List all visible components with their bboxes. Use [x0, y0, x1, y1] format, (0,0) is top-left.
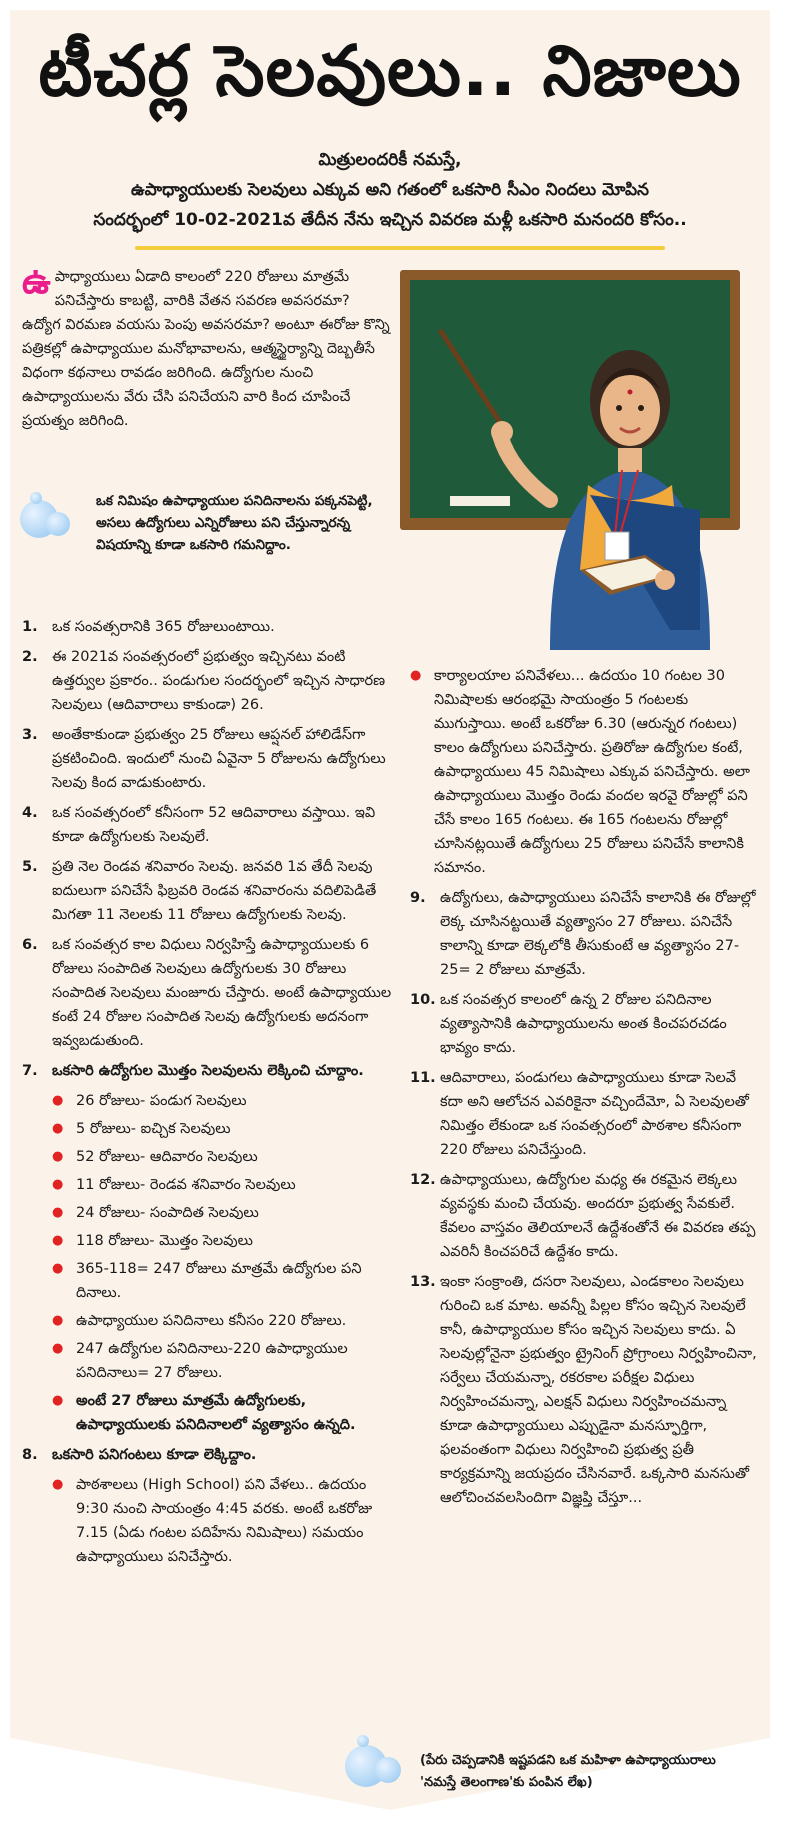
sub-item — [52, 1473, 397, 1569]
left-list — [22, 615, 397, 1575]
item-text: ఉపాధ్యాయులు, ఉద్యోగుల మధ్య ఈ రకమైన లెక్కలు వ్యవస్థకు మంచి చేయవు. అందరూ ప్రభుత్వ సేవకులే. కేవలం వాస్తవం తెలియాలనే ఉద్దేశంతోనే ఈ వివరణ తప్ప ఎవరినీ కించపరిచే ఉద్దేశం కాదు. — [440, 1172, 756, 1260]
list-item — [22, 723, 397, 795]
item-number: 8. — [22, 1447, 38, 1463]
item-text: ఒకసారి పనిగంటలు కూడా లెక్కిద్దాం. — [52, 1447, 257, 1463]
greeting-line-1: మిత్రులందరికీ నమస్తే, — [318, 150, 462, 170]
item-text: ఒక సంవత్సర కాలంలో ఉన్న 2 రోజుల పనిదినాల వ్యత్యాసానికి ఉపాధ్యాయులను అంత కించపరచడం భావ్యం కాదు. — [440, 992, 727, 1056]
greeting-line-3: సందర్భంలో 10-02-2021వ తేదీన నేను ఇచ్చిన వివరణ మళ్లీ ఒకసారి మనందరి కోసం.. — [93, 210, 687, 230]
item-number: 1. — [22, 619, 38, 635]
item-number: 9. — [410, 890, 426, 906]
bullet-icon: ● — [52, 1393, 64, 1408]
bullet-icon: ● — [52, 1341, 64, 1356]
greeting-line-2: ఉపాధ్యాయులకు సెలవులు ఎక్కువ అని గతంలో ఒకసారి సీఎం నిందలు మోపిన — [131, 180, 649, 200]
sub-item-text: 52 రోజులు- ఆదివారం సెలవులు — [76, 1149, 258, 1165]
list-item — [410, 1066, 760, 1162]
list-item — [22, 1443, 397, 1467]
item-text: ఉద్యోగులు, ఉపాధ్యాయులు పనిచేసే కాలానికి ఈ రోజుల్లో లెక్క చూసినట్టయితే వ్యత్యాసం 27 రోజులు. పనిచేసే కాలాన్ని కూడా లెక్కలోకి తీసుకుంటే ఆ వ్యత్యాసం 27-25= 2 రోజులు మాత్రమే. — [440, 890, 756, 978]
item-number: 12. — [410, 1172, 436, 1188]
item-number: 5. — [22, 859, 38, 875]
sub-item — [52, 1173, 397, 1197]
item-text: ఇంకా సంక్రాంతి, దసరా సెలవులు, ఎండకాలం సెలవులు గురించి ఒక మాట. అవన్నీ పిల్లల కోసం ఇచ్చిన సెలవులే కానీ, ఉపాధ్యాయుల కోసం ఇచ్చిన సెలవులు కాదు. ఏ సెలవుల్లోనైనా ప్రభుత్వం ట్రైనింగ్ ప్రోగ్రాంలు నిర్వహించినా, సర్వేలు చేయమన్నా, రకరకాల పరీక్షల విధులు నిర్వహించమన్నా, ఎలక్షన్ విధులు నిర్వహించమన్నా కూడా ఉపాధ్యాయులు ఎప్పుడైనా మనస్ఫూర్తిగా, ఫలవంతంగా విధులు నిర్వహించి ప్రభుత్వ ప్రతీ కార్యక్రమాన్ని జయప్రదం చేసినవారే. ఒక్కసారి మనసుతో ఆలోచించవలసిందిగా విజ్ఞప్తి చేస్తూ... — [440, 1274, 757, 1506]
sub-item-text: అంటే 27 రోజులు మాత్రమే ఉద్యోగులకు, ఉపాధ్యాయులకు పనిదినాలలో వ్యత్యాసం ఉన్నది. — [76, 1393, 356, 1433]
sub-item — [52, 1089, 397, 1113]
item-number: 13. — [410, 1274, 436, 1290]
sub-item-text: 247 ఉద్యోగుల పనిదినాలు-220 ఉపాధ్యాయుల పనిదినాలు= 27 రోజులు. — [76, 1341, 348, 1381]
sub-item — [52, 1229, 397, 1253]
sub-item-text: 118 రోజులు- మొత్తం సెలవులు — [76, 1233, 253, 1249]
item-number: 4. — [22, 805, 38, 821]
item-text: ఒకసారి ఉద్యోగుల మొత్తం సెలవులను లెక్కించి చూద్దాం. — [52, 1063, 364, 1079]
list-item — [22, 933, 397, 1053]
bullet-icon: ● — [52, 1177, 64, 1192]
bullet-icon: ● — [52, 1093, 64, 1108]
list-item — [410, 886, 760, 982]
list-item — [410, 1168, 760, 1264]
yellow-divider — [135, 246, 665, 250]
item-text: ఆదివారాలు, పండుగలు ఉపాధ్యాయులు కూడా సెలవే కదా అని ఆలోచన ఎవరికైనా వచ్చిందేమో, ఏ సెలవులతో నిమిత్తం లేకుండా ఒక సంవత్సరంలో పాఠశాల కనీసంగా 220 రోజులు పనిచేస్తుంది. — [440, 1070, 749, 1158]
intro-paragraph — [22, 261, 392, 433]
sub-item — [52, 1309, 397, 1333]
item-number: 11. — [410, 1070, 436, 1086]
page-title: టీచర్ల సెలవులు.. నిజాలు — [38, 30, 742, 112]
bullet-icon: ● — [410, 668, 422, 683]
sub-item — [52, 1389, 397, 1437]
sub-item — [52, 1145, 397, 1169]
sub-item-text: 11 రోజులు- రెండవ శనివారం సెలవులు — [76, 1177, 296, 1193]
item-text: ఒక సంవత్సరంలో కనీసంగా 52 ఆదివారాలు వస్తాయి. ఇవి కూడా ఉద్యోగులకు సెలవులే. — [52, 805, 376, 845]
item-text: ఈ 2021వ సంవత్సరంలో ప్రభుత్వం ఇచ్చినటు వంటి ఉత్తర్వుల ప్రకారం.. పండుగుల సందర్భంలో ఇచ్చిన సాధారణ సెలవులు (ఆదివారాలు కాకుండా) 26. — [52, 649, 386, 713]
sub-item-text: 26 రోజులు- పండుగ సెలవులు — [76, 1093, 247, 1109]
list-item — [410, 988, 760, 1060]
signature-note: (పేరు చెప్పడానికి ఇష్టపడని ఒక మహిళా ఉపాధ్యాయురాలు 'నమస్తే తెలంగాణ'కు పంపిన లేఖ) — [420, 1753, 716, 1790]
intro-text: పాధ్యాయులు ఏడాది కాలంలో 220 రోజులు మాత్రమే పనిచేస్తారు కాబట్టి, వారికి వేతన సవరణ అవసరమా? ఉద్యోగ విరమణ వయసు పెంపు అవసరమా? అంటూ ఈరోజు కొన్ని పత్రికల్లో ఉపాధ్యాయుల మనోభావాలను, ఆత్మస్థైర్యాన్ని దెబ్బతీసే విధంగా కథనాలు రావడం జరిగింది. ఉద్యోగుల నుంచి ఉపాధ్యాయులను వేరు చేసి పనిచేయని వారి కింద చూపించే ప్రయత్నం జరిగింది. — [22, 269, 390, 429]
item-text: ప్రతి నెల రెండవ శనివారం సెలవు. జనవరి 1వ తేదీ సెలవు ఐదులుగా పనిచేసే ఫిబ్రవరి రెండవ శనివారంను వదిలిపెడితే మిగతా 11 నెలలకు 11 రోజులు ఉద్యోగులకు సెలవు. — [52, 859, 377, 923]
item7-sublist — [52, 1089, 397, 1437]
sub-item — [52, 1337, 397, 1385]
sub-item-text: 365-118= 247 రోజులు మాత్రమే ఉద్యోగుల పని దినాలు. — [76, 1261, 362, 1301]
right-list — [410, 660, 760, 1516]
bullet-icon: ● — [52, 1205, 64, 1220]
list-item — [22, 645, 397, 717]
bullet-icon: ● — [52, 1233, 64, 1248]
sub-item-text: పాఠశాలలు (High School) పని వేళలు.. ఉదయం 9:30 నుంచి సాయంత్రం 4:45 వరకు. అంటే ఒకరోజు 7.15 (ఏడు గంటల పదిహేను నిమిషాలు) సమయం ఉపాధ్యాయులు పనిచేస్తారు. — [76, 1477, 373, 1565]
sub-item-text: ఉపాధ్యాయుల పనిదినాలు కనీసం 220 రోజులు. — [76, 1313, 347, 1329]
sub-item-text: 24 రోజులు- సంపాదిత సెలవులు — [76, 1205, 259, 1221]
list-item — [22, 615, 397, 639]
intro-dropcap: ఉ — [22, 261, 51, 302]
sub-item-text: 5 రోజులు- ఐచ్చిక సెలవులు — [76, 1121, 231, 1137]
item-text: ఒక సంవత్సరానికి 365 రోజులుంటాయి. — [52, 619, 275, 635]
item-number: 10. — [410, 992, 436, 1008]
list-item — [410, 1270, 760, 1510]
item-number: 3. — [22, 727, 38, 743]
callout-text: ఒక నిమిషం ఉపాధ్యాయుల పనిదినాలను పక్కనపెట్టి, అసలు ఉద్యోగులు ఎన్నిరోజులు పని చేస్తున్నారన్న విషయాన్ని కూడా ఒకసారి గమనిద్దాం. — [96, 493, 373, 553]
bullet-icon: ● — [52, 1477, 64, 1492]
item-number: 6. — [22, 937, 38, 953]
bullet-icon: ● — [52, 1261, 64, 1276]
item8-continued — [410, 664, 760, 880]
bullet-icon: ● — [52, 1121, 64, 1136]
item-text: అంతేకాకుండా ప్రభుత్వం 25 రోజులు ఆప్షనల్ హాలిడేస్‌గా ప్రకటించింది. ఇందులో నుంచి ఏవైనా 5 రోజులను ఉద్యోగులు సెలవు కింద వాడుకుంటారు. — [52, 727, 386, 791]
bullet-icon: ● — [52, 1149, 64, 1164]
item-number: 2. — [22, 649, 38, 665]
item-text: ఒక సంవత్సర కాల విధులు నిర్వహిస్తే ఉపాధ్యాయులకు 6 రోజులు సంపాదిత సెలవులు ఉద్యోగులకు 30 రోజులు సంపాదిత సెలవులు మంజూరు చేస్తారు. అంటే ఉపాధ్యాయుల కంటే 24 రోజుల సంపాదిత సెలవు ఉద్యోగులకు అదనంగా ఇవ్వబడుతుంది. — [52, 937, 392, 1049]
sub-item-text: కార్యాలయాల పనివేళలు... ఉదయం 10 గంటల 30 నిమిషాలకు ఆరంభమై సాయంత్రం 5 గంటలకు ముగుస్తాయి. అంటే ఒకరోజు 6.30 (ఆరున్నర గంటలు) కాలం ఉద్యోగులు పనిచేస్తారు. ప్రతిరోజు ఉద్యోగుల కంటే, ఉపాధ్యాయులు 45 నిమిషాలు ఎక్కువ పనిచేస్తారు. అలా ఉపాధ్యాయులు మొత్తం రెండు వందల ఇరవై రోజుల్లో పని చేసే కాలం 165 గంటలు. ఈ 165 గంటలను రోజుల్లో చూసినట్లయితే ఉద్యోగులు 25 రోజులు పనిచేసే కాలానికి సమానం. — [434, 668, 750, 876]
list-item — [22, 1059, 397, 1083]
item8-sublist — [52, 1473, 397, 1569]
sub-item — [52, 1201, 397, 1225]
list-item — [22, 855, 397, 927]
list-item — [22, 801, 397, 849]
teacher-illustration — [400, 270, 740, 650]
sub-item — [52, 1257, 397, 1305]
bullet-icon: ● — [52, 1313, 64, 1328]
item-number: 7. — [22, 1063, 38, 1079]
sub-item — [410, 664, 760, 880]
sub-item — [52, 1117, 397, 1141]
